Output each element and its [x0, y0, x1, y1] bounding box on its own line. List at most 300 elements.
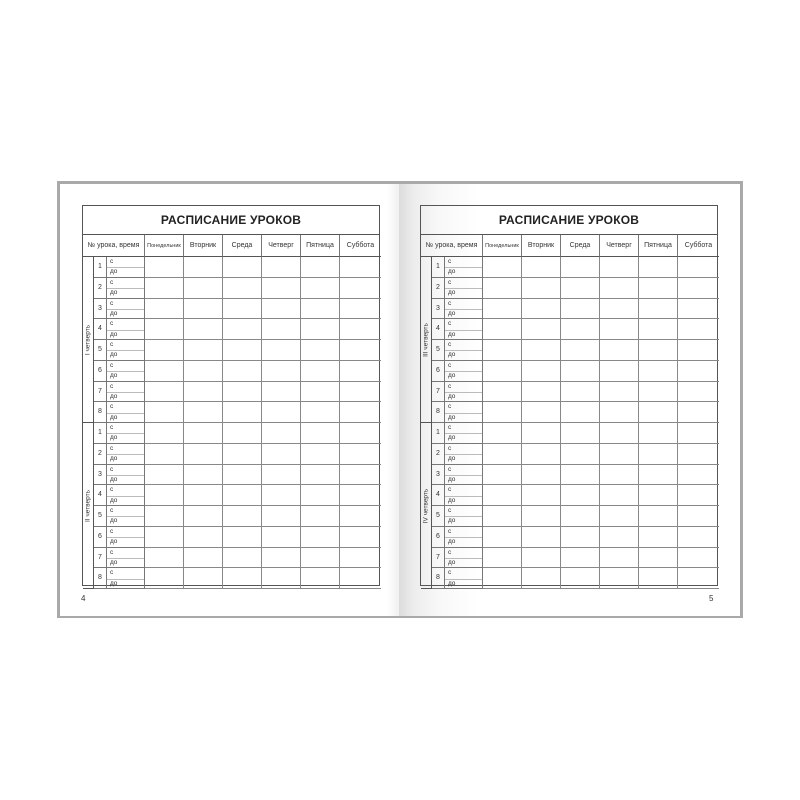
lesson-number: 6: [94, 527, 107, 548]
schedule-cell[interactable]: [145, 568, 184, 589]
lesson-time-cell[interactable]: [445, 444, 483, 465]
schedule-cell[interactable]: [262, 402, 301, 423]
schedule-cell[interactable]: [262, 382, 301, 403]
schedule-cell[interactable]: [184, 568, 223, 589]
schedule-cell[interactable]: [678, 548, 719, 569]
schedule-cell[interactable]: [678, 299, 719, 320]
lesson-time-cell[interactable]: [445, 465, 483, 486]
header-day: Среда: [561, 235, 600, 257]
schedule-cell[interactable]: [561, 299, 600, 320]
time-to-label: до: [448, 351, 456, 359]
lesson-time-cell[interactable]: [445, 527, 483, 548]
schedule-cell[interactable]: [561, 257, 600, 278]
schedule-cell[interactable]: [184, 444, 223, 465]
schedule-cell[interactable]: [340, 402, 381, 423]
schedule-cell[interactable]: [561, 506, 600, 527]
schedule-cell[interactable]: [145, 299, 184, 320]
schedule-cell[interactable]: [639, 278, 678, 299]
header-day: Понедельник: [483, 235, 522, 257]
schedule-cell[interactable]: [678, 402, 719, 423]
time-from-label: с: [448, 320, 452, 328]
schedule-cell[interactable]: [522, 361, 561, 382]
schedule-cell[interactable]: [639, 568, 678, 589]
schedule-cell[interactable]: [639, 299, 678, 320]
lesson-number: 1: [94, 257, 107, 278]
time-to-label: до: [448, 289, 456, 297]
lesson-number: 1: [432, 257, 445, 278]
lesson-time-cell[interactable]: [445, 278, 483, 299]
time-from-label: с: [448, 486, 452, 494]
time-from-label: с: [110, 465, 114, 473]
schedule-cell[interactable]: [678, 319, 719, 340]
time-from-label: с: [110, 507, 114, 514]
schedule-cell[interactable]: [561, 340, 600, 361]
schedule-cell[interactable]: [600, 527, 639, 548]
schedule-cell[interactable]: [600, 278, 639, 299]
lesson-number: 2: [432, 444, 445, 465]
schedule-cell[interactable]: [262, 548, 301, 569]
time-from-label: с: [110, 382, 114, 390]
lesson-time-cell[interactable]: [107, 319, 145, 340]
lesson-time-cell[interactable]: [445, 485, 483, 506]
schedule-cell[interactable]: [678, 423, 719, 444]
lesson-time-cell[interactable]: [445, 548, 483, 569]
lesson-number: 5: [432, 340, 445, 361]
schedule-cell[interactable]: [639, 548, 678, 569]
schedule-cell[interactable]: [561, 423, 600, 444]
schedule-cell[interactable]: [340, 527, 381, 548]
lesson-time-cell[interactable]: [107, 506, 145, 527]
schedule-cell[interactable]: [145, 444, 184, 465]
schedule-cell[interactable]: [483, 527, 522, 548]
schedule-cell[interactable]: [678, 568, 719, 589]
schedule-cell[interactable]: [340, 548, 381, 569]
schedule-cell[interactable]: [223, 506, 262, 527]
schedule-cell[interactable]: [223, 361, 262, 382]
schedule-cell[interactable]: [678, 340, 719, 361]
schedule-cell[interactable]: [184, 485, 223, 506]
schedule-cell[interactable]: [522, 485, 561, 506]
schedule-cell[interactable]: [340, 361, 381, 382]
schedule-cell[interactable]: [145, 382, 184, 403]
lesson-time-cell[interactable]: [445, 568, 483, 589]
quarter-cell: [421, 423, 432, 589]
schedule-cell[interactable]: [145, 548, 184, 569]
schedule-cell[interactable]: [678, 506, 719, 527]
schedule-cell[interactable]: [483, 278, 522, 299]
schedule-cell[interactable]: [301, 485, 340, 506]
schedule-cell[interactable]: [600, 568, 639, 589]
schedule-cell[interactable]: [600, 506, 639, 527]
lesson-time-cell[interactable]: [107, 361, 145, 382]
schedule-cell[interactable]: [678, 382, 719, 403]
lesson-time-cell[interactable]: [107, 423, 145, 444]
schedule-cell[interactable]: [483, 382, 522, 403]
schedule-cell[interactable]: [184, 465, 223, 486]
schedule-cell[interactable]: [522, 340, 561, 361]
header-day: Суббота: [340, 235, 381, 257]
spine-shadow: [387, 184, 399, 616]
schedule-cell[interactable]: [561, 319, 600, 340]
schedule-cell[interactable]: [522, 465, 561, 486]
schedule-cell[interactable]: [522, 402, 561, 423]
schedule-cell[interactable]: [483, 465, 522, 486]
schedule-cell[interactable]: [483, 506, 522, 527]
time-to-label: до: [448, 268, 456, 276]
schedule-cell[interactable]: [483, 340, 522, 361]
lesson-time-cell[interactable]: [107, 485, 145, 506]
time-from-label: с: [110, 320, 114, 328]
schedule-cell[interactable]: [301, 361, 340, 382]
schedule-cell[interactable]: [223, 299, 262, 320]
schedule-cell[interactable]: [145, 423, 184, 444]
schedule-cell[interactable]: [340, 444, 381, 465]
time-to-label: до: [448, 496, 456, 504]
lesson-time-cell[interactable]: [445, 506, 483, 527]
quarter-cell: [83, 423, 94, 589]
schedule-cell[interactable]: [223, 402, 262, 423]
schedule-cell[interactable]: [184, 257, 223, 278]
header-day: Среда: [223, 235, 262, 257]
schedule-cell[interactable]: [340, 568, 381, 589]
schedule-cell[interactable]: [600, 444, 639, 465]
schedule-cell[interactable]: [340, 423, 381, 444]
schedule-cell[interactable]: [262, 361, 301, 382]
schedule-cell[interactable]: [522, 257, 561, 278]
lesson-number: 8: [432, 402, 445, 423]
time-from-label: с: [448, 382, 452, 390]
lesson-time-cell[interactable]: [107, 340, 145, 361]
lesson-number: 7: [94, 382, 107, 403]
schedule-cell[interactable]: [301, 382, 340, 403]
schedule-cell[interactable]: [561, 548, 600, 569]
lesson-time-cell[interactable]: [107, 568, 145, 589]
schedule-cell[interactable]: [483, 319, 522, 340]
time-to-label: до: [448, 330, 456, 338]
lesson-number: 3: [94, 465, 107, 486]
schedule-cell[interactable]: [184, 319, 223, 340]
schedule-cell[interactable]: [301, 299, 340, 320]
lesson-time-cell[interactable]: [107, 402, 145, 423]
schedule-cell[interactable]: [262, 319, 301, 340]
schedule-cell[interactable]: [678, 465, 719, 486]
schedule-cell[interactable]: [262, 444, 301, 465]
schedule-cell[interactable]: [262, 299, 301, 320]
time-from-label: с: [448, 424, 452, 431]
schedule-cell[interactable]: [223, 382, 262, 403]
lesson-number: 3: [94, 299, 107, 320]
header-day: Пятница: [639, 235, 678, 257]
schedule-cell[interactable]: [678, 485, 719, 506]
header-day: Суббота: [678, 235, 719, 257]
schedule-cell[interactable]: [262, 465, 301, 486]
schedule-cell[interactable]: [340, 485, 381, 506]
schedule-cell[interactable]: [301, 278, 340, 299]
schedule-cell[interactable]: [301, 402, 340, 423]
schedule-cell[interactable]: [340, 340, 381, 361]
lesson-number: 4: [94, 485, 107, 506]
schedule-cell[interactable]: [600, 402, 639, 423]
schedule-cell[interactable]: [522, 423, 561, 444]
lesson-number: 7: [432, 382, 445, 403]
schedule-cell[interactable]: [340, 382, 381, 403]
lesson-time-cell[interactable]: [107, 527, 145, 548]
schedule-cell[interactable]: [184, 402, 223, 423]
time-to-label: до: [110, 538, 118, 546]
time-from-label: с: [448, 258, 452, 265]
schedule-cell[interactable]: [184, 361, 223, 382]
time-from-label: с: [448, 465, 452, 473]
schedule-cell[interactable]: [522, 444, 561, 465]
schedule-cell[interactable]: [184, 423, 223, 444]
schedule-cell[interactable]: [522, 548, 561, 569]
schedule-cell[interactable]: [639, 444, 678, 465]
lesson-number: 8: [94, 402, 107, 423]
schedule-cell[interactable]: [184, 340, 223, 361]
lesson-time-cell[interactable]: [445, 402, 483, 423]
time-from-label: с: [110, 403, 114, 411]
header-day: Вторник: [522, 235, 561, 257]
schedule-cell[interactable]: [301, 340, 340, 361]
schedule-cell[interactable]: [145, 465, 184, 486]
schedule-cell[interactable]: [223, 278, 262, 299]
schedule-cell[interactable]: [639, 319, 678, 340]
schedule-cell[interactable]: [223, 444, 262, 465]
schedule-cell[interactable]: [145, 361, 184, 382]
quarter-cell: [421, 257, 432, 423]
time-to-label: до: [448, 558, 456, 566]
lesson-number: 8: [94, 568, 107, 589]
schedule-cell[interactable]: [145, 278, 184, 299]
schedule-cell[interactable]: [522, 278, 561, 299]
time-from-label: с: [110, 278, 114, 286]
lesson-number: 2: [94, 444, 107, 465]
schedule-cell[interactable]: [184, 299, 223, 320]
lesson-time-cell[interactable]: [107, 299, 145, 320]
time-to-label: до: [448, 372, 456, 380]
schedule-cell[interactable]: [184, 548, 223, 569]
time-to-label: до: [448, 538, 456, 546]
lesson-time-cell[interactable]: [445, 319, 483, 340]
schedule-cell[interactable]: [223, 527, 262, 548]
schedule-cell[interactable]: [639, 485, 678, 506]
lesson-number: 4: [94, 319, 107, 340]
quarter-cell: [83, 257, 94, 423]
schedule-cell[interactable]: [262, 485, 301, 506]
schedule-cell[interactable]: [262, 257, 301, 278]
schedule-cell[interactable]: [561, 527, 600, 548]
lesson-time-cell[interactable]: [445, 257, 483, 278]
schedule-cell[interactable]: [262, 568, 301, 589]
time-to-label: до: [110, 309, 118, 317]
schedule-cell[interactable]: [483, 423, 522, 444]
schedule-cell[interactable]: [223, 319, 262, 340]
schedule-cell[interactable]: [600, 465, 639, 486]
lesson-number: 8: [432, 568, 445, 589]
schedule-cell[interactable]: [561, 402, 600, 423]
open-notebook: [57, 181, 743, 618]
lesson-time-cell[interactable]: [107, 444, 145, 465]
schedule-cell[interactable]: [301, 444, 340, 465]
schedule-cell[interactable]: [522, 382, 561, 403]
schedule-cell[interactable]: [145, 319, 184, 340]
lesson-time-cell[interactable]: [445, 299, 483, 320]
lesson-time-cell[interactable]: [107, 257, 145, 278]
schedule-cell[interactable]: [600, 548, 639, 569]
time-from-label: с: [448, 278, 452, 286]
schedule-cell[interactable]: [301, 423, 340, 444]
lesson-number: 5: [94, 340, 107, 361]
schedule-cell[interactable]: [340, 278, 381, 299]
time-to-label: до: [448, 434, 456, 442]
schedule-cell[interactable]: [639, 382, 678, 403]
schedule-cell[interactable]: [483, 444, 522, 465]
schedule-cell[interactable]: [639, 361, 678, 382]
schedule-cell[interactable]: [262, 527, 301, 548]
schedule-cell[interactable]: [223, 568, 262, 589]
schedule-cell[interactable]: [600, 299, 639, 320]
schedule-cell[interactable]: [522, 568, 561, 589]
lesson-time-cell[interactable]: [107, 548, 145, 569]
schedule-cell[interactable]: [223, 257, 262, 278]
lesson-number: 7: [94, 548, 107, 569]
schedule-cell[interactable]: [301, 548, 340, 569]
schedule-cell[interactable]: [223, 423, 262, 444]
lesson-number: 6: [94, 361, 107, 382]
lesson-time-cell[interactable]: [445, 423, 483, 444]
lesson-time-cell[interactable]: [107, 465, 145, 486]
lesson-time-cell[interactable]: [445, 382, 483, 403]
schedule-cell[interactable]: [223, 340, 262, 361]
time-to-label: до: [110, 455, 118, 463]
time-from-label: с: [110, 341, 114, 348]
schedule-cell[interactable]: [145, 402, 184, 423]
schedule-table: [82, 205, 380, 586]
schedule-cell[interactable]: [340, 299, 381, 320]
schedule-cell[interactable]: [561, 465, 600, 486]
schedule-cell[interactable]: [145, 506, 184, 527]
schedule-cell[interactable]: [678, 257, 719, 278]
lesson-time-cell[interactable]: [445, 361, 483, 382]
quarter-label: II четверть: [84, 489, 92, 522]
schedule-cell[interactable]: [262, 506, 301, 527]
schedule-cell[interactable]: [145, 527, 184, 548]
lesson-time-cell[interactable]: [107, 278, 145, 299]
schedule-cell[interactable]: [483, 257, 522, 278]
schedule-cell[interactable]: [561, 361, 600, 382]
schedule-cell[interactable]: [483, 299, 522, 320]
schedule-cell[interactable]: [600, 423, 639, 444]
schedule-cell[interactable]: [600, 361, 639, 382]
schedule-cell[interactable]: [262, 340, 301, 361]
schedule-cell[interactable]: [145, 485, 184, 506]
time-to-label: до: [110, 268, 118, 276]
schedule-cell[interactable]: [678, 444, 719, 465]
schedule-cell[interactable]: [522, 319, 561, 340]
schedule-cell[interactable]: [483, 568, 522, 589]
schedule-cell[interactable]: [561, 278, 600, 299]
schedule-cell[interactable]: [639, 423, 678, 444]
schedule-cell[interactable]: [639, 257, 678, 278]
schedule-cell[interactable]: [639, 506, 678, 527]
schedule-cell[interactable]: [639, 527, 678, 548]
schedule-cell[interactable]: [223, 465, 262, 486]
schedule-cell[interactable]: [522, 299, 561, 320]
schedule-cell[interactable]: [301, 506, 340, 527]
schedule-cell[interactable]: [600, 485, 639, 506]
schedule-cell[interactable]: [483, 485, 522, 506]
schedule-cell[interactable]: [262, 423, 301, 444]
schedule-cell[interactable]: [639, 340, 678, 361]
time-from-label: с: [448, 361, 452, 369]
schedule-cell[interactable]: [561, 444, 600, 465]
schedule-cell[interactable]: [561, 485, 600, 506]
schedule-cell[interactable]: [522, 506, 561, 527]
time-from-label: с: [110, 548, 114, 556]
schedule-cell[interactable]: [184, 506, 223, 527]
lesson-number: 6: [432, 527, 445, 548]
schedule-cell[interactable]: [483, 402, 522, 423]
schedule-cell[interactable]: [639, 465, 678, 486]
schedule-cell[interactable]: [223, 548, 262, 569]
schedule-cell[interactable]: [678, 527, 719, 548]
schedule-title: РАСПИСАНИЕ УРОКОВ: [421, 206, 717, 235]
schedule-cell[interactable]: [522, 527, 561, 548]
schedule-cell[interactable]: [483, 548, 522, 569]
schedule-cell[interactable]: [678, 361, 719, 382]
schedule-cell[interactable]: [301, 568, 340, 589]
schedule-cell[interactable]: [184, 527, 223, 548]
schedule-cell[interactable]: [600, 382, 639, 403]
schedule-cell[interactable]: [340, 465, 381, 486]
schedule-cell[interactable]: [184, 278, 223, 299]
time-to-label: до: [448, 455, 456, 463]
lesson-time-cell[interactable]: [445, 340, 483, 361]
lesson-number: 7: [432, 548, 445, 569]
schedule-cell[interactable]: [301, 257, 340, 278]
schedule-cell[interactable]: [340, 319, 381, 340]
schedule-cell[interactable]: [340, 506, 381, 527]
header-lesson-time: № урока, время: [83, 235, 145, 257]
schedule-cell[interactable]: [600, 319, 639, 340]
schedule-cell[interactable]: [145, 340, 184, 361]
time-to-label: до: [110, 351, 118, 359]
schedule-cell[interactable]: [600, 340, 639, 361]
schedule-cell[interactable]: [340, 257, 381, 278]
schedule-cell[interactable]: [561, 568, 600, 589]
schedule-cell[interactable]: [639, 402, 678, 423]
schedule-cell[interactable]: [301, 465, 340, 486]
schedule-cell[interactable]: [561, 382, 600, 403]
schedule-cell[interactable]: [262, 278, 301, 299]
schedule-cell[interactable]: [301, 319, 340, 340]
quarter-label: I четверть: [84, 324, 92, 355]
schedule-cell[interactable]: [678, 278, 719, 299]
time-to-label: до: [110, 517, 118, 525]
schedule-cell[interactable]: [600, 257, 639, 278]
quarter-label: III четверть: [422, 322, 430, 357]
schedule-cell[interactable]: [184, 382, 223, 403]
lesson-number: 2: [432, 278, 445, 299]
schedule-cell[interactable]: [301, 527, 340, 548]
lesson-time-cell[interactable]: [107, 382, 145, 403]
schedule-cell[interactable]: [223, 485, 262, 506]
schedule-cell[interactable]: [145, 257, 184, 278]
page-number: 5: [709, 594, 714, 603]
schedule-cell[interactable]: [483, 361, 522, 382]
time-to-label: до: [448, 579, 456, 587]
time-from-label: с: [448, 341, 452, 348]
